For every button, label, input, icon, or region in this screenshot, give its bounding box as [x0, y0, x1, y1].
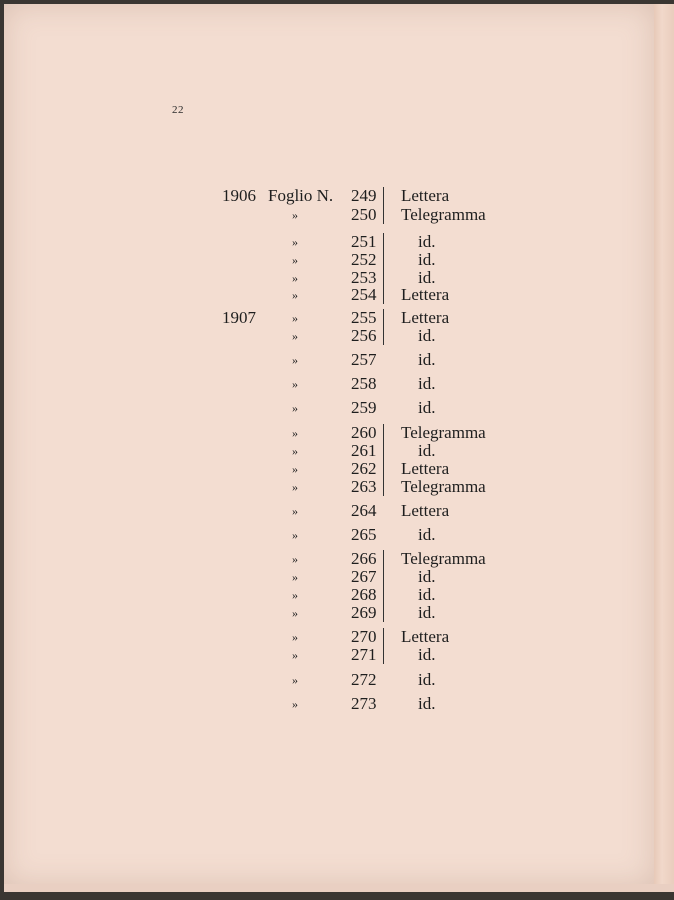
- document-type: id.: [418, 326, 436, 345]
- group-bracket-line: [383, 233, 384, 304]
- document-type: Lettera: [401, 459, 450, 478]
- document-type: id.: [418, 694, 436, 713]
- ditto-mark: »: [292, 570, 297, 584]
- ledger-row: [0, 398, 674, 420]
- document-type: id.: [418, 398, 436, 417]
- document-type: Telegramma: [401, 477, 486, 496]
- ditto-mark: »: [292, 311, 297, 325]
- sheet-number: 271: [351, 645, 377, 664]
- year-label: 1907: [222, 308, 256, 327]
- document-type: id.: [418, 645, 436, 664]
- document-type: id.: [418, 603, 436, 622]
- ledger-row: [0, 525, 674, 547]
- document-type: id.: [418, 670, 436, 689]
- group-bracket-line: [383, 424, 384, 496]
- ditto-mark: »: [292, 208, 297, 222]
- sheet-number: 269: [351, 603, 377, 622]
- sheet-number: 263: [351, 477, 377, 496]
- ledger-row: [0, 285, 674, 307]
- sheet-number: 254: [351, 285, 377, 304]
- ditto-mark: »: [292, 401, 297, 415]
- sheet-number: 255: [351, 308, 377, 327]
- ditto-mark: »: [292, 253, 297, 267]
- document-type: id.: [418, 525, 436, 544]
- sheet-number: 270: [351, 627, 377, 646]
- group-bracket-line: [383, 550, 384, 622]
- sheet-number: 268: [351, 585, 377, 604]
- ledger-row: [0, 603, 674, 625]
- ditto-mark: »: [292, 552, 297, 566]
- ditto-mark: »: [292, 504, 297, 518]
- document-type: id.: [418, 232, 436, 251]
- document-type: Telegramma: [401, 549, 486, 568]
- ditto-mark: »: [292, 329, 297, 343]
- document-type: Lettera: [401, 501, 450, 520]
- document-type: id.: [418, 441, 436, 460]
- document-type: Lettera: [401, 627, 450, 646]
- document-type: id.: [418, 250, 436, 269]
- ditto-mark: »: [292, 480, 297, 494]
- ledger-row: [0, 205, 674, 227]
- document-type: Telegramma: [401, 205, 486, 224]
- ditto-mark: »: [292, 673, 297, 687]
- document-type: id.: [418, 268, 436, 287]
- group-bracket-line: [383, 309, 384, 345]
- sheet-number: 256: [351, 326, 377, 345]
- group-bracket-line: [383, 628, 384, 664]
- ledger-row: [0, 477, 674, 499]
- document-type: id.: [418, 374, 436, 393]
- document-type: id.: [418, 585, 436, 604]
- sheet-number: 265: [351, 525, 377, 544]
- sheet-number: 250: [351, 205, 377, 224]
- document-type: Lettera: [401, 285, 450, 304]
- ditto-mark: »: [292, 235, 297, 249]
- sheet-number: 257: [351, 350, 377, 369]
- document-type: id.: [418, 567, 436, 586]
- sheet-number: 272: [351, 670, 377, 689]
- ditto-mark: »: [292, 528, 297, 542]
- sheet-number: 249: [351, 186, 377, 205]
- ditto-mark: »: [292, 271, 297, 285]
- group-bracket-line: [383, 187, 384, 224]
- sheet-number: 267: [351, 567, 377, 586]
- ditto-mark: »: [292, 288, 297, 302]
- ditto-mark: »: [292, 648, 297, 662]
- sheet-number: 264: [351, 501, 377, 520]
- ditto-mark: »: [292, 606, 297, 620]
- sheet-number: 261: [351, 441, 377, 460]
- ledger-row: [0, 645, 674, 667]
- sheet-number: 251: [351, 232, 377, 251]
- document-type: Telegramma: [401, 423, 486, 442]
- ditto-mark: »: [292, 462, 297, 476]
- page-number: 22: [172, 104, 184, 116]
- ledger-row: [0, 501, 674, 523]
- ditto-mark: »: [292, 444, 297, 458]
- ditto-mark: »: [292, 377, 297, 391]
- sheet-number: 253: [351, 268, 377, 287]
- ditto-mark: »: [292, 630, 297, 644]
- document-type: id.: [418, 350, 436, 369]
- sheet-number: 259: [351, 398, 377, 417]
- ledger-row: [0, 350, 674, 372]
- document-type: Lettera: [401, 186, 450, 205]
- ledger-row: [0, 694, 674, 716]
- sheet-number: 258: [351, 374, 377, 393]
- sheet-number: 262: [351, 459, 377, 478]
- year-label: 1906: [222, 186, 256, 205]
- foglio-label: Foglio N.: [268, 186, 334, 205]
- sheet-number: 260: [351, 423, 377, 442]
- document-type: Lettera: [401, 308, 450, 327]
- ledger-row: [0, 326, 674, 348]
- sheet-number: 273: [351, 694, 377, 713]
- sheet-number: 252: [351, 250, 377, 269]
- ledger-row: [0, 670, 674, 692]
- ditto-mark: »: [292, 353, 297, 367]
- page-edge-bottom: [4, 884, 674, 892]
- ditto-mark: »: [292, 588, 297, 602]
- ditto-mark: »: [292, 697, 297, 711]
- ditto-mark: »: [292, 426, 297, 440]
- ledger-row: [0, 374, 674, 396]
- sheet-number: 266: [351, 549, 377, 568]
